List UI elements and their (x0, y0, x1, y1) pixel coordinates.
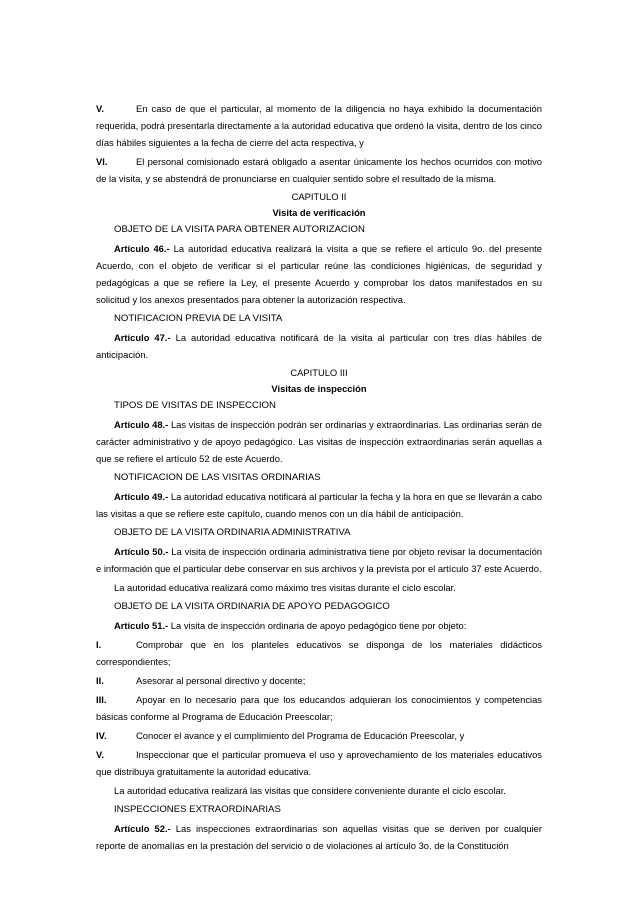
list-item (96, 636, 542, 670)
article-label: Artículo 48.- (114, 419, 169, 430)
section-heading: OBJETO DE LA VISITA ORDINARIA DE APOYO PEDAGOGICO (114, 601, 390, 612)
article-text: La autoridad educativa notificará al particular la fecha y la hora en que se llevarán a cabo las visitas a que se refiere este capítulo, cuando menos con un día hábil de anticipación. (96, 491, 542, 519)
article-text: Las visitas de inspección podrán ser ordinarias y extraordinarias. Las ordinarias serán de carácter administrativo y de apoyo pedagógico. Las visitas de inspección extraordinarias serán aquellas a que se refiere el artículo 52 de este Acuerdo. (96, 419, 542, 464)
article-paragraph (96, 488, 542, 522)
list-item (96, 153, 542, 187)
item-number: V. (96, 103, 104, 114)
section-heading: TIPOS DE VISITAS DE INSPECCION (114, 400, 276, 411)
chapter-heading: CAPITULO II (291, 191, 347, 202)
article-text: La visita de inspección ordinaria administrativa tiene por objeto revisar la documentación e información que el particular debe conservar en sus archivos y la prevista por el artículo 37 este Acuerdo. (96, 546, 542, 574)
item-text: Apoyar en lo necesario para que los educandos adquieran los conocimientos y competencias básicas conforme al Programa de Educación Preescolar; (96, 694, 542, 722)
document-body (96, 100, 542, 856)
article-paragraph (96, 820, 542, 854)
chapter-title: Visitas de inspección (271, 383, 367, 394)
item-text: Comprobar que en los planteles educativos se disponga de los materiales didácticos correspondientes; (96, 639, 542, 667)
article-text: La visita de inspección ordinaria de apoyo pedagógico tiene por objeto: (168, 620, 467, 631)
item-number: IV. (96, 730, 107, 741)
section-heading: NOTIFICACION PREVIA DE LA VISITA (114, 313, 283, 324)
body-paragraph: La autoridad educativa realizará como máximo tres visitas durante el ciclo escolar. (114, 582, 456, 593)
list-item (96, 672, 542, 689)
article-label: Artículo 52.- (114, 823, 171, 834)
chapter-heading: CAPITULO III (290, 367, 348, 378)
item-text: En caso de que el particular, al momento de la diligencia no haya exhibido la documentación requerida, podrá presentarla directamente a la autoridad educativa que ordenó la visita, dentro de los cinco días hábiles siguientes a la fecha de cierre del acta respectiva, y (96, 103, 542, 148)
article-label: Artículo 51.- (114, 620, 169, 631)
item-text: El personal comisionado estará obligado a asentar únicamente los hechos ocurridos con motivo de la visita, y se abstendrá de pronunciarse en cualquier sentido sobre el resultado de la misma. (96, 156, 542, 184)
list-item (96, 691, 542, 725)
article-text: La autoridad educativa realizará la visita a que se refiere el artículo 9o. del presente Acuerdo, con el objeto de verificar si el particular reúne las condiciones higiénicas, de seguridad y pedagógicas a que se refiere la Ley, el presente Acuerdo y comprobar los datos manifestados en su solicitud y los anexos presentados para obtener la autorización respectiva. (96, 243, 542, 305)
item-number: II. (96, 675, 104, 686)
item-number: V. (96, 749, 104, 760)
section-heading: NOTIFICACION DE LAS VISITAS ORDINARIAS (114, 472, 321, 483)
article-text: Las inspecciones extraordinarias son aquellas visitas que se deriven por cualquier reporte de anomalías en la prestación del servicio o de violaciones al artículo 3o. de la Constitución (96, 823, 542, 851)
item-number: III. (96, 694, 107, 705)
article-paragraph (96, 617, 542, 634)
item-number: I. (96, 639, 102, 650)
section-heading: OBJETO DE LA VISITA ORDINARIA ADMINISTRATIVA (114, 527, 351, 538)
item-text: Conocer el avance y el cumplimiento del Programa de Educación Preescolar, y (136, 730, 465, 741)
item-text: Inspeccionar que el particular promueva el uso y aprovechamiento de los materiales educativos que distribuya gratuitamente la autoridad educativa. (96, 749, 542, 777)
item-number: VI. (96, 156, 108, 167)
article-label: Artículo 46.- (114, 243, 170, 254)
article-paragraph (96, 416, 542, 467)
body-paragraph: La autoridad educativa realizará las visitas que considere conveniente durante el ciclo escolar. (114, 785, 506, 796)
article-label: Artículo 47.- (114, 332, 171, 343)
article-text: La autoridad educativa notificará de la visita al particular con tres días hábiles de anticipación. (96, 332, 542, 360)
item-text: Asesorar al personal directivo y docente; (136, 675, 306, 686)
list-item (96, 727, 542, 744)
article-paragraph (96, 543, 542, 577)
article-paragraph (96, 329, 542, 363)
chapter-title: Visita de verificación (272, 207, 366, 218)
list-item (96, 100, 542, 151)
article-label: Artículo 49.- (114, 491, 169, 502)
section-heading: OBJETO DE LA VISITA PARA OBTENER AUTORIZACION (114, 224, 365, 235)
section-heading: INSPECCIONES EXTRAORDINARIAS (114, 804, 281, 815)
article-paragraph (96, 240, 542, 308)
list-item (96, 746, 542, 780)
article-label: Artículo 50.- (114, 546, 169, 557)
